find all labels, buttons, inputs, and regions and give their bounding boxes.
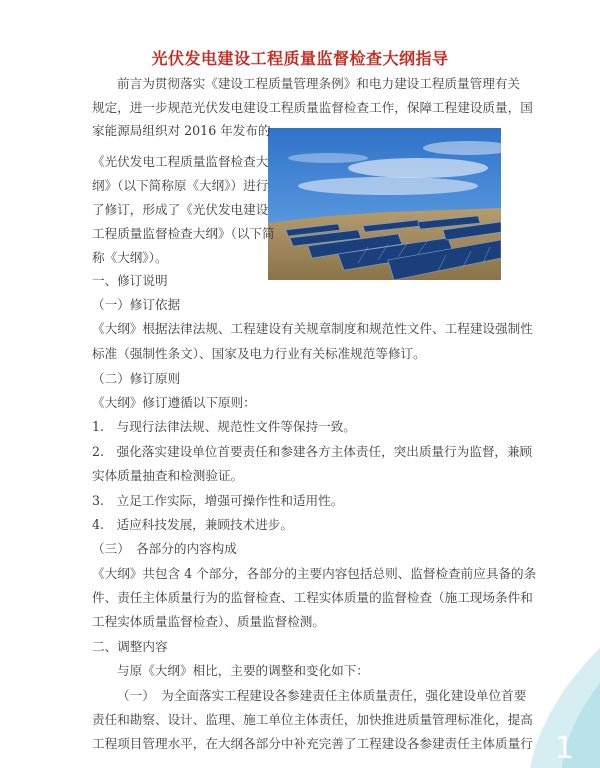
- text-line: 标准（强制性条文）、国家及电力行业有关标准规范等修订。: [92, 346, 426, 361]
- text-line: 实体质量抽查和检测验证。: [92, 468, 244, 483]
- text-line: 家能源局组织对 2016 年发布的: [92, 123, 271, 138]
- text-line: 4. 适应科技发展，兼顾技术进步。: [92, 517, 293, 532]
- text-line: 《大纲》根据法律法规、工程建设有关规章制度和规范性文件、工程建设强制性: [92, 321, 533, 336]
- text-line: （二）修订原则: [92, 371, 181, 386]
- text-line: 了修订，形成了《光伏发电建设: [92, 202, 269, 217]
- page-number: 1: [554, 731, 574, 766]
- text-line: 规定，进一步规范光伏发电建设工程质量监督检查工作，保障工程建设质量，国: [92, 100, 533, 115]
- text-line: 《大纲》共包含 4 个部分，各部分的主要内容包括总则、监督检查前应具备的条: [92, 566, 537, 581]
- text-line: 称《大纲》）。: [92, 250, 168, 265]
- text-line: （一） 为全面落实工程建设各参建责任主体质量责任，强化建设单位首要: [117, 688, 527, 703]
- text-line: 责任和勘察、设计、监理、施工单位主体责任，加快推进质量管理标准化，提高: [92, 712, 533, 727]
- text-line: 《大纲》修订遵循以下原则：: [92, 395, 256, 410]
- solar-panel-photo: [268, 128, 501, 280]
- text-line: 前言为贯彻落实《建设工程质量管理条例》和电力建设工程质量管理有关: [117, 76, 520, 91]
- text-line: 《光伏发电工程质量监督检查大: [92, 154, 269, 169]
- text-line: 工程质量监督检查大纲》（以下简: [92, 226, 275, 241]
- text-line: （三） 各部分的内容构成: [92, 541, 237, 556]
- text-line: 2. 强化落实建设单位首要责任和参建各方主体责任，突出质量行为监督，兼顾: [92, 444, 533, 459]
- text-line: （一）修订依据: [92, 297, 181, 312]
- text-line: 二、调整内容: [92, 639, 168, 654]
- text-line: 3. 立足工作实际，增强可操作性和适用性。: [92, 493, 344, 508]
- text-line: 纲》（以下简称原《大纲》）进行: [92, 178, 269, 193]
- text-line: 1. 与现行法律法规、规范性文件等保持一致。: [92, 419, 356, 434]
- text-line: 工程项目管理水平，在大纲各部分中补充完善了工程建设各参建责任主体质量行: [92, 736, 533, 751]
- text-line: 件、责任主体质量行为的监督检查、工程实体质量的监督检查（施工现场条件和: [92, 590, 533, 605]
- text-line: 一、修订说明: [92, 273, 168, 288]
- document-title: 光伏发电建设工程质量监督检查大纲指导: [151, 49, 449, 68]
- text-line: 与原《大纲》相比，主要的调整和变化如下：: [117, 663, 369, 678]
- text-line: 工程实体质量监督检查）、质量监督检测。: [92, 614, 325, 629]
